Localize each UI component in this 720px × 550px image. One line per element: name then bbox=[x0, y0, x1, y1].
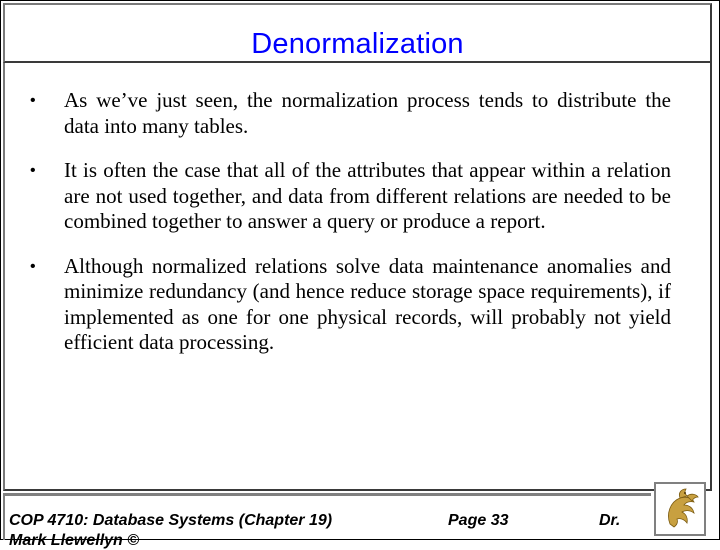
footer-author-prefix: Dr. bbox=[599, 512, 621, 529]
pegasus-logo-icon bbox=[654, 482, 706, 536]
bullet-item bbox=[30, 88, 671, 139]
title-box bbox=[3, 3, 712, 63]
slide-title: Denormalization bbox=[251, 28, 464, 60]
footer-course-label: COP 4710: Database Systems (Chapter 19) bbox=[9, 512, 333, 529]
pegasus-logo-graphic bbox=[656, 484, 704, 534]
bullet-list bbox=[30, 88, 671, 356]
footer-page-number: Page 33 bbox=[448, 512, 509, 529]
bullet-point: • bbox=[30, 92, 36, 109]
bullet-text: As we’ve just seen, the normalization process tends to distribute the data into many tables. bbox=[64, 88, 671, 138]
bullet-point: • bbox=[30, 257, 36, 275]
slide-footer bbox=[3, 493, 651, 549]
bullet-point: • bbox=[30, 162, 36, 179]
bullet-text: Although normalized relations solve data maintenance anomalies and minimize redundancy (and hence reduce storage space requirements), if implemented as one for one physical records, will probably not yield efficient data processing. bbox=[64, 253, 671, 354]
bullet-item bbox=[30, 158, 671, 235]
bullet-text: It is often the case that all of the attributes that appear within a relation are not used together, and data from different relations are needed to be combined together to answer a query or produce a report. bbox=[64, 158, 671, 233]
footer-author-name: Mark Llewellyn © bbox=[9, 532, 140, 549]
bullet-item bbox=[30, 254, 671, 356]
